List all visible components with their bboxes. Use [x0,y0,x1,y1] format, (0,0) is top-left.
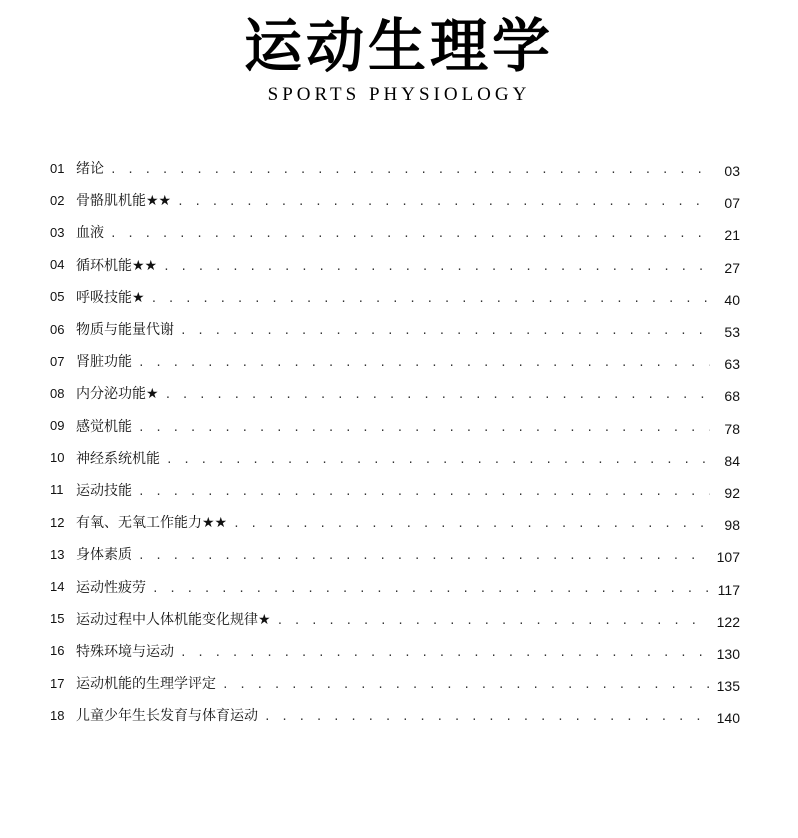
leader-dots [138,549,709,563]
chapter-number: 12 [50,514,65,530]
chapter-number: 13 [50,546,65,562]
chapter-number: 03 [50,224,65,240]
page-number: 63 [724,356,740,373]
chapter-title: 血液 [76,225,104,242]
leader-dots [180,646,709,660]
leader-dots [152,582,710,596]
leader-dots [110,163,710,177]
page-number: 40 [724,291,740,308]
chapter-number: 10 [50,450,65,466]
chapter-number: 06 [50,321,65,337]
chapter-title: 循环机能★★ [76,257,158,274]
chapter-number: 11 [50,482,64,498]
chapter-title: 运动机能的生理学评定 [76,676,216,693]
leader-dots [138,485,710,499]
page-number: 07 [724,195,740,212]
toc-row[interactable] [50,699,740,731]
chapter-number: 01 [50,160,65,176]
leader-dots [110,227,710,241]
leader-dots [177,195,710,209]
chapter-title: 神经系统机能 [76,450,160,467]
chapter-number: 04 [50,257,65,273]
toc-row[interactable] [50,184,740,216]
toc-row[interactable] [50,474,740,506]
chapter-title: 身体素质 [76,547,132,564]
page-number: 27 [724,259,740,276]
chapter-number: 15 [50,611,65,627]
page-title: 运动生理学 [243,12,554,80]
page-number: 107 [716,549,740,566]
page-number: 21 [724,227,740,244]
page-number: 78 [724,420,740,437]
leader-dots [151,292,710,306]
toc-row[interactable] [50,249,740,281]
page-number: 84 [724,452,740,469]
page-number: 92 [724,484,740,501]
chapter-number: 18 [50,707,65,723]
page-number: 140 [716,710,740,727]
chapter-number: 07 [50,353,65,369]
toc-row[interactable] [50,377,740,409]
chapter-title: 内分泌功能★ [76,386,159,403]
chapter-title: 肾脏功能 [76,354,132,371]
page-number: 53 [724,324,740,341]
toc-row[interactable] [50,313,740,345]
chapter-title: 儿童少年生长发育与体育运动 [76,708,258,725]
table-of-contents [50,152,740,731]
toc-row[interactable] [50,281,740,313]
chapter-title: 运动技能 [76,482,132,499]
toc-row[interactable] [50,345,740,377]
toc-row[interactable] [50,442,740,474]
chapter-title: 绪论 [76,161,104,178]
page-number: 135 [716,678,740,695]
leader-dots [163,260,710,274]
leader-dots [277,614,709,628]
leader-dots [138,356,710,370]
leader-dots [264,710,709,724]
toc-row[interactable] [50,216,740,248]
leader-dots [222,678,709,692]
chapter-number: 16 [50,643,65,659]
page-number: 98 [724,517,740,534]
chapter-number: 17 [50,675,65,691]
chapter-number: 05 [50,289,65,305]
toc-row[interactable] [50,410,740,442]
chapter-title: 特殊环境与运动 [76,643,174,660]
chapter-title: 物质与能量代谢 [76,322,174,339]
chapter-title: 感觉机能 [76,418,132,435]
leader-dots [165,388,710,402]
leader-dots [233,517,710,531]
chapter-number: 08 [50,385,65,401]
leader-dots [166,453,710,467]
chapter-number: 14 [50,579,65,595]
page-number: 117 [717,581,740,598]
chapter-title: 运动性疲劳 [76,579,146,596]
toc-row[interactable] [50,570,740,602]
toc-row[interactable] [50,506,740,538]
page-subtitle: SPORTS PHYSIOLOGY [267,84,531,105]
chapter-title: 运动过程中人体机能变化规律★ [76,611,271,628]
toc-row[interactable] [50,603,740,635]
chapter-number: 09 [50,418,65,434]
leader-dots [138,421,710,435]
chapter-title: 骨骼肌机能★★ [76,193,172,210]
chapter-number: 02 [50,192,65,208]
page-number: 03 [724,163,740,180]
page-number: 122 [716,613,740,630]
chapter-title: 呼吸技能★ [76,289,145,306]
chapter-title: 有氧、无氧工作能力★★ [76,515,228,532]
page-number: 130 [716,645,740,662]
leader-dots [180,324,710,338]
toc-row[interactable] [50,667,740,699]
toc-row[interactable] [50,635,740,667]
toc-row[interactable] [50,538,740,570]
toc-row[interactable] [50,152,740,184]
page-number: 68 [724,388,740,405]
